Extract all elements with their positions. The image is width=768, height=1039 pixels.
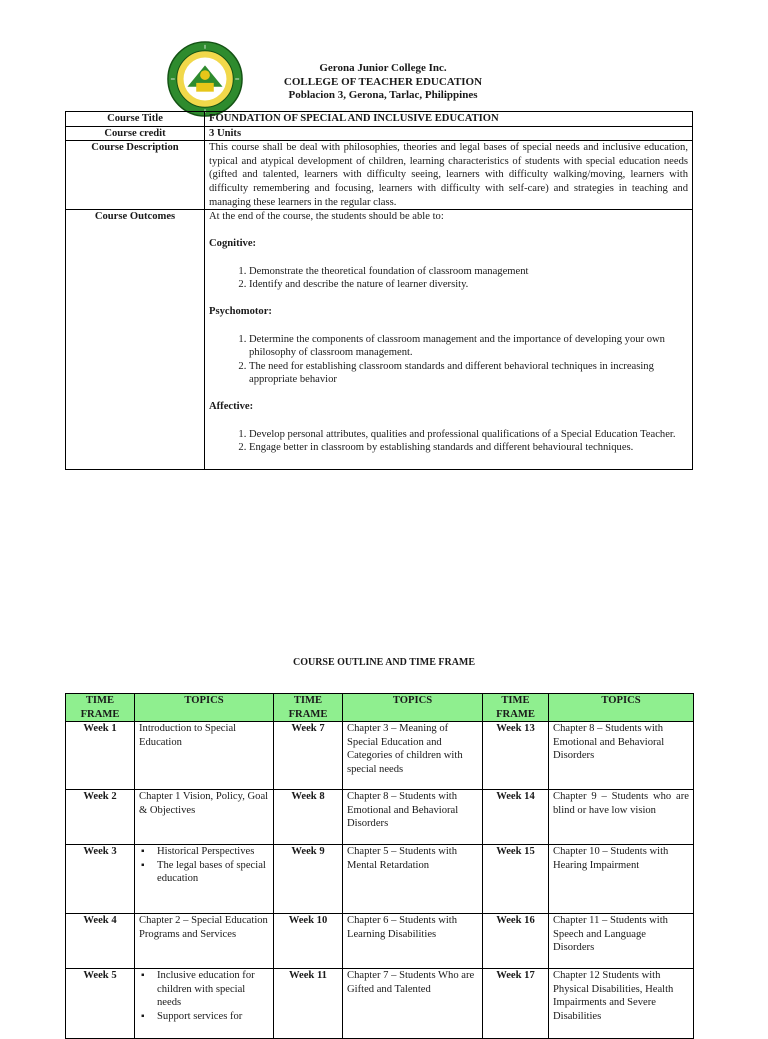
week-cell: Week 13 <box>483 722 549 790</box>
list-item: 2. Engage better in classroom by establishing standards and different behavioural techniques. <box>249 441 688 455</box>
list-item: 1. Demonstrate the theoretical foundation of classroom management <box>249 265 688 279</box>
institution-header <box>240 62 526 103</box>
week-cell: Week 10 <box>274 914 343 969</box>
topic-cell: Chapter 2 – Special Education Programs and Services <box>135 914 274 969</box>
table-row <box>66 790 694 845</box>
topic-cell <box>135 969 274 1039</box>
college-seal-logo <box>166 40 244 118</box>
course-credit-row <box>66 126 693 141</box>
list-item: 2. Identify and describe the nature of learner diversity. <box>249 278 688 292</box>
topic-bullets <box>139 969 269 1023</box>
affective-list <box>209 428 688 455</box>
psychomotor-heading: Psychomotor: <box>209 306 272 318</box>
list-item: ▪ The legal bases of special education <box>157 859 269 886</box>
week-cell: Week 2 <box>66 790 135 845</box>
course-info-table <box>65 111 693 470</box>
week-cell: Week 4 <box>66 914 135 969</box>
week-cell: Week 9 <box>274 845 343 914</box>
week-cell: Week 8 <box>274 790 343 845</box>
course-credit-value: 3 Units <box>205 126 693 141</box>
week-cell: Week 5 <box>66 969 135 1039</box>
course-credit-label: Course credit <box>66 126 205 141</box>
topic-cell: Chapter 7 – Students Who are Gifted and Talented <box>343 969 483 1039</box>
topic-cell: Chapter 6 – Students with Learning Disabilities <box>343 914 483 969</box>
course-outcomes-row <box>66 210 693 470</box>
college-name: Gerona Junior College Inc. <box>319 62 447 74</box>
table-row <box>66 914 694 969</box>
outcomes-intro: At the end of the course, the students should be able to: <box>209 211 444 223</box>
course-title-label: Course Title <box>66 112 205 127</box>
topic-cell: Chapter 12 Students with Physical Disabilities, Health Impairments and Severe Disabilities <box>549 969 694 1039</box>
week-cell: Week 11 <box>274 969 343 1039</box>
week-cell: Week 15 <box>483 845 549 914</box>
list-item: 2. The need for establishing classroom standards and different behavioral techniques in increasing appropriate behavior <box>249 360 688 387</box>
column-header: TIME FRAME <box>66 694 135 722</box>
course-outcomes-value <box>205 210 693 470</box>
list-item: 1. Determine the components of classroom management and the importance of developing your own philosophy of classroom management. <box>249 333 688 360</box>
psychomotor-list <box>209 333 688 387</box>
topic-cell: Chapter 10 – Students with Hearing Impairment <box>549 845 694 914</box>
week-cell: Week 1 <box>66 722 135 790</box>
table-row <box>66 969 694 1039</box>
week-cell: Week 17 <box>483 969 549 1039</box>
topic-cell: Introduction to Special Education <box>135 722 274 790</box>
course-title-value: FOUNDATION OF SPECIAL AND INCLUSIVE EDUCATION <box>205 112 693 127</box>
table-row <box>66 845 694 914</box>
topic-cell: Chapter 9 – Students who are blind or have low vision <box>549 790 694 845</box>
week-cell: Week 7 <box>274 722 343 790</box>
cognitive-list <box>209 265 688 292</box>
affective-heading: Affective: <box>209 401 254 413</box>
topic-cell: Chapter 5 – Students with Mental Retardation <box>343 845 483 914</box>
list-item: ▪ Support services for <box>157 1010 269 1024</box>
week-cell: Week 16 <box>483 914 549 969</box>
course-description-label: Course Description <box>66 141 205 210</box>
week-cell: Week 14 <box>483 790 549 845</box>
week-cell: Week 3 <box>66 845 135 914</box>
column-header: TOPICS <box>135 694 274 722</box>
column-header: TIME FRAME <box>274 694 343 722</box>
column-header: TIME FRAME <box>483 694 549 722</box>
list-item: ▪ Historical Perspectives <box>157 845 269 859</box>
course-outcomes-label: Course Outcomes <box>66 210 205 470</box>
topic-cell: Chapter 8 – Students with Emotional and Behavioral Disorders <box>549 722 694 790</box>
cognitive-heading: Cognitive: <box>209 238 257 250</box>
list-item: ▪ Inclusive education for children with special needs <box>157 969 269 1010</box>
topic-cell <box>135 845 274 914</box>
course-description-row <box>66 141 693 210</box>
course-title-row <box>66 112 693 127</box>
topic-cell: Chapter 8 – Students with Emotional and Behavioral Disorders <box>343 790 483 845</box>
topic-bullets <box>139 845 269 886</box>
course-description-value: This course shall be deal with philosophies, theories and legal bases of special needs and inclusive education, typical and atypical development of children, learning characteristics of students with special education needs (gifted and talented, learners with difficulty seeing, learners with difficulty walking/moving, learners with difficulty remembering and focusing, learners with difficulty with self-care) and strategies in teaching and managing these learners in the regular class. <box>205 141 693 210</box>
column-header: TOPICS <box>343 694 483 722</box>
course-outline-title: COURSE OUTLINE AND TIME FRAME <box>292 657 476 668</box>
column-header: TOPICS <box>549 694 694 722</box>
table-header-row <box>66 694 694 722</box>
course-outline-table <box>65 693 694 1039</box>
topic-cell: Chapter 11 – Students with Speech and Language Disorders <box>549 914 694 969</box>
list-item: 1. Develop personal attributes, qualities and professional qualifications of a Special Education Teacher. <box>249 428 688 442</box>
college-address: Poblacion 3, Gerona, Tarlac, Philippines <box>288 89 478 102</box>
college-department: COLLEGE OF TEACHER EDUCATION <box>283 75 483 88</box>
topic-cell: Chapter 1 Vision, Policy, Goal & Objectives <box>135 790 274 845</box>
topic-cell: Chapter 3 – Meaning of Special Education and Categories of children with special needs <box>343 722 483 790</box>
table-row <box>66 722 694 790</box>
